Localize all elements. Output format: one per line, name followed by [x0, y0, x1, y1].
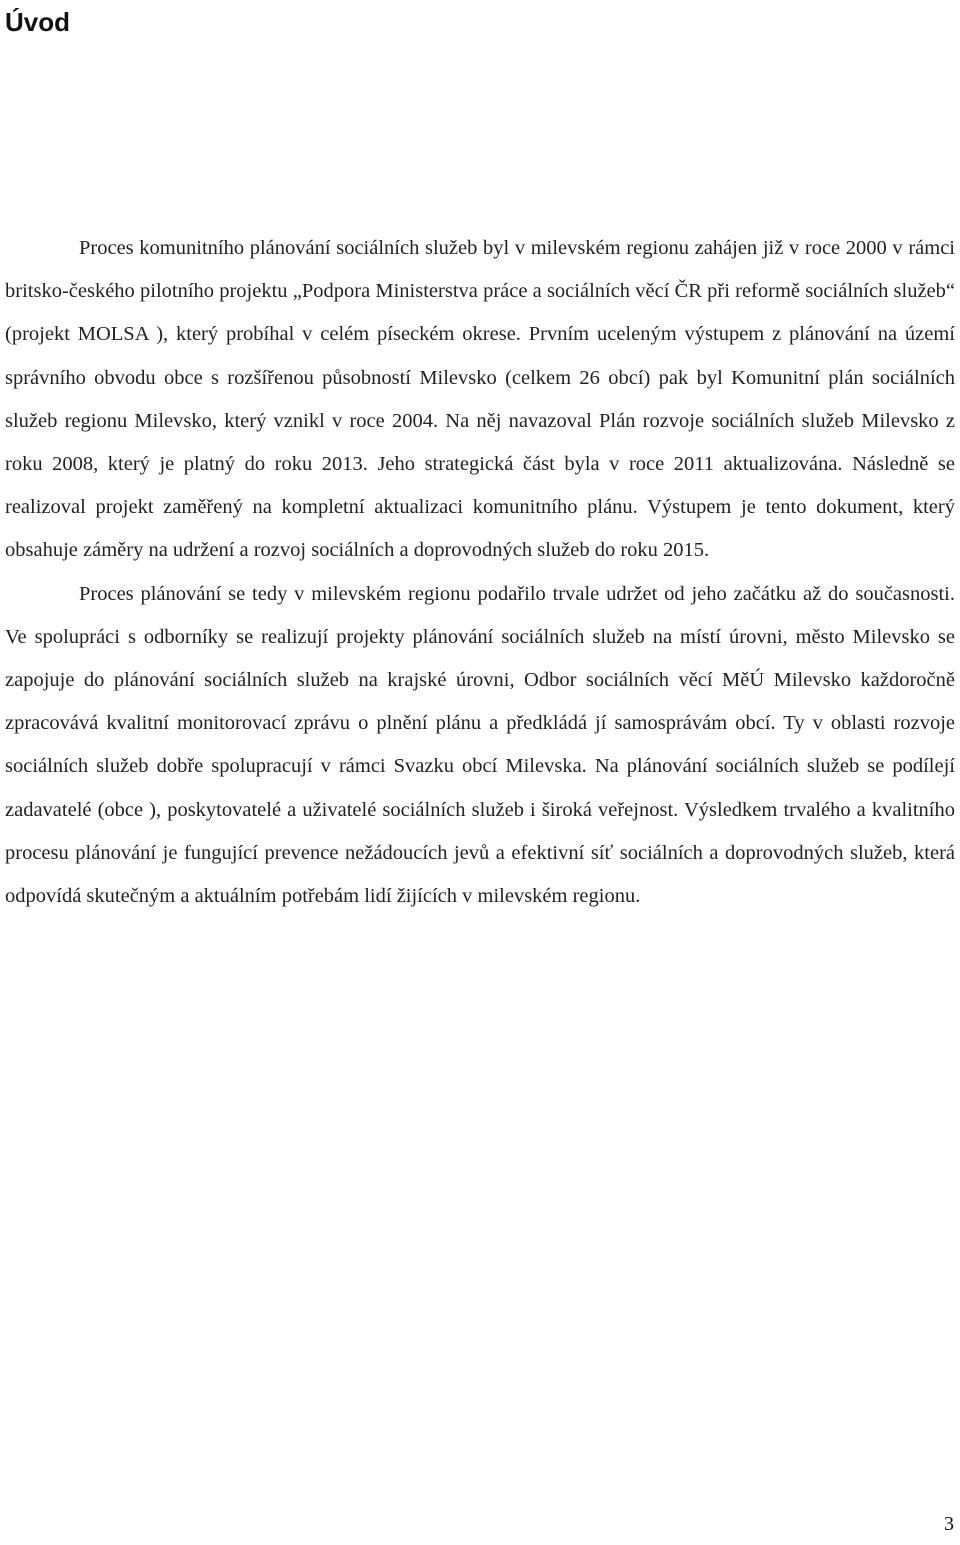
page-number: 3 — [944, 1513, 954, 1535]
paragraph-1: Proces komunitního plánování sociálních služeb byl v milevském regionu zahájen již v roce 2000 v rámci britsko-českého pilotního projektu „Podpora Ministerstva práce a sociálních věcí ČR při reformě sociálních služeb“ (projekt MOLSA ), který probíhal v celém píseckém okrese. Prvním uceleným výstupem z plánování na území správního obvodu obce s rozšířenou působností Milevsko (celkem 26 obcí) pak byl Komunitní plán sociálních služeb regionu Milevsko, který vznikl v roce 2004. Na něj navazoval Plán rozvoje sociálních služeb Milevsko z roku 2008, který je platný do roku 2013. Jeho strategická část byla v roce 2011 aktualizována. Následně se realizoval projekt zaměřený na kompletní aktualizaci komunitního plánu. Výstupem je tento dokument, který obsahuje záměry na udržení a rozvoj sociálních a doprovodných služeb do roku 2015. — [5, 237, 955, 562]
section-heading: Úvod — [5, 7, 70, 37]
body-text — [5, 227, 955, 918]
paragraph-2: Proces plánování se tedy v milevském regionu podařilo trvale udržet od jeho začátku až do současnosti. Ve spolupráci s odborníky se realizují projekty plánování sociálních služeb na místí úrovni, město Milevsko se zapojuje do plánování sociálních služeb na krajské úrovni, Odbor sociálních věcí MěÚ Milevsko každoročně zpracovává kvalitní monitorovací zprávu o plnění plánu a předkládá jí samosprávám obcí. Ty v oblasti rozvoje sociálních služeb dobře spolupracují v rámci Svazku obcí Milevska. Na plánování sociálních služeb se podílejí zadavatelé (obce ), poskytovatelé a uživatelé sociálních služeb i široká veřejnost. Výsledkem trvalého a kvalitního procesu plánování je fungující prevence nežádoucích jevů a efektivní síť sociálních a doprovodných služeb, která odpovídá skutečným a aktuálním potřebám lidí žijících v milevském regionu. — [5, 582, 955, 908]
